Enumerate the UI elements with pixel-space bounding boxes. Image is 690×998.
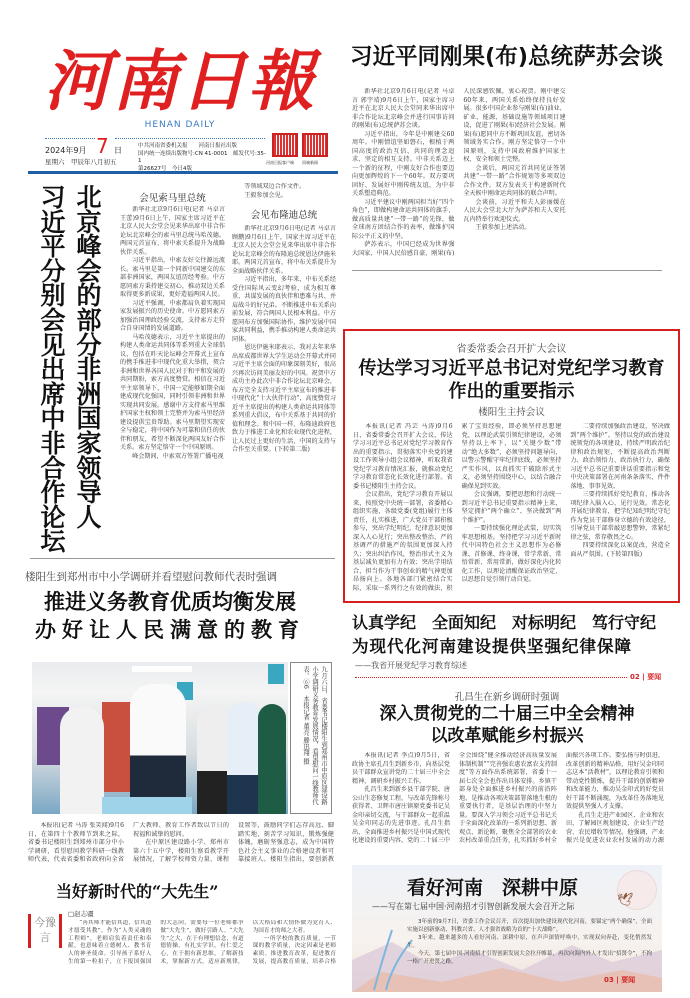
article-standing [353, 423, 670, 593]
page-number: 02 [630, 673, 640, 681]
photo-school-visit[interactable] [32, 662, 288, 814]
headline-line: 深入贯彻党的二十届三中全会精神 [379, 704, 635, 724]
vertical-headline-right[interactable]: 北京峰会的部分非洲国家领导人 [76, 183, 102, 532]
paragraph: 本报讯(记者 冯芸 马涛)9月6日，省委常委会召开扩大会议，传达学习习近平总书记对党纪学习教育作出的重要指示，贯彻落实中央党的建设工作领导小组会议精神，听取我省党纪学习教育情况汇报，就推动党纪学习教育常态化长效化进行部署。省委书记楼阳生主持会议。 [353, 423, 453, 490]
vertical-headline-left[interactable]: 习近平分别会见出席中非合作论坛 [40, 183, 66, 557]
page-number: 03 [604, 976, 614, 984]
headline-standing[interactable] [345, 357, 678, 403]
divider [115, 138, 265, 139]
column-logo-jinyuyan [28, 914, 62, 948]
bird-icon: 🕊 [617, 893, 634, 908]
paragraph: 本报讯(记者 李点)9月5日，省政协主席孔昌生到新乡市，向基层党员干部群众宣讲党的二十届三中全会精神，调研乡村振兴工作。 [352, 752, 450, 785]
paragraph: 习近平指出，中索友好交往源远流长。索马里是第一个同新中国建交的东部非洲国家，两国友谊历经考验。中方愿同索方秉持建交初心，推动双边关系取得更多新成果，更好造福两国人民。 [120, 257, 225, 298]
kicker-kong: 孔昌生在新乡调研时强调 [454, 692, 560, 703]
date-year-month: 2024年9月 [45, 146, 87, 155]
paragraph: 新华社北京9月6日电(记者 马卓言 王蕾)9月6日上午，国家主席习近平在北京人民大会堂会见来华出席中非合作论坛北京峰会的索马里总统马哈茂德。两国元首宣布，将中索关系提升为战略伙伴关系。 [120, 206, 225, 256]
paragraph: 今天，第七届中国·河南招才引智创新发展大会拉开帷幕，再次向海内外人才发出“招贤令”，不拘一格广开进贤之路。 [407, 951, 652, 965]
qr-label-app: 河南日报客户端 [266, 160, 294, 165]
shelf [268, 664, 284, 684]
date-day: 7 [96, 134, 109, 158]
article-kong [352, 752, 664, 846]
publication-info [138, 143, 268, 173]
headline-line: 以改革赋能乡村振兴 [430, 726, 584, 746]
person [130, 684, 186, 814]
page-section: 要闻 [621, 976, 636, 984]
ceiling-light [132, 666, 192, 672]
column-logo-text: 今豫言 [34, 916, 56, 944]
banner-talent-conference[interactable] [352, 865, 662, 992]
commentary-author: □赵志疆 [68, 910, 94, 918]
paragraph: 新华社北京9月6日电(记者 马卓言 郭宇靖)9月6日上午，国家主席习近平在北京人民大会堂同来华出席中非合作论坛北京峰会并进行国事访问的刚果(布)总统萨苏会谈。 [352, 88, 455, 129]
paragraph: 会议指出，党纪学习教育开展以来，按照党中央统一部署，省委精心组织实施，各级党委(党组)履行主体责任，扎实推进，广大党员干部积极参与，突出学纪明纪，纪律意识更加深入人心见行；突出整改整治，严的基调严的措施严的氛围更加深入持久；突出纠治作风，整治形式主义为基层减负更加有力有效；突出学用结合，担当作为干事创业的精气神更加昂扬向上。各地各部门紧密结合实际，采取一系列行之有效的做法，积累了宝贵经验，即必须坚持思想建党，以理论武装引领纪律建设，必须坚持以上率下，以“关键少数”带动“绝大多数”，必须坚持问题导向，以警示警醒守牢纪律底线，必须坚持严实作风，以真抓实干破除形式主义，必须坚持围绕中心，以结合融合确保见到实效。 [353, 423, 562, 592]
qr-label-news: 顶端新闻 [302, 160, 318, 165]
paragraph: 恩达伊施米耶表示，我对去年来华出席成都世界大学生运动会开幕式并同习近平主席会面的印象深刻美好，很高兴再次访问美丽友好的中国。祝贺中方成功主办此次中非合作论坛北京峰会，布方完全支持习近平主席宣布的推进非中现代化“十大伙伴行动”，高度赞赏习近平主席提出的构建人类命运共同体等系列重大倡议，布中关系基于共同的价值和理念。和中国一样，布隆迪政府也致力于推进工业化和农业现代化进程，让人民过上更好的生活，中国的支持与合作至关重要。(下转第二版) [232, 344, 336, 453]
issn: 国内统一连续出版物号:CN 41-0001 邮发代号:35-1 [138, 150, 266, 164]
paragraph: 会议强调，要把思想和行动统一到习近平总书记重要指示精神上来，坚定拥护“两个确立”、坚决做到“两个维护”。 [461, 491, 562, 524]
kicker-education: 楼阳生到郑州市中小学调研并看望慰问教师代表时强调 [25, 571, 277, 583]
divider [352, 270, 662, 271]
banner-body [407, 918, 652, 968]
paragraph: 峰会期间，中索双方签署广播电视 [132, 452, 224, 460]
kicker-standing: 省委常委会召开扩大会议 [456, 344, 567, 355]
headline-somalia[interactable]: 会见索马里总统 [139, 193, 206, 204]
paragraph: 习近平建议中刚两国担当好“四个角色”，即做构建命运共同体的旗手，做高质量共建“一带一路”的先锋，做全球南方团结合作的表率，做维护国际公平正义的中坚。 [352, 198, 455, 240]
subtitle-standing: 楼阳生主持会议 [478, 407, 545, 418]
article-commentary [68, 920, 336, 972]
paragraph: 习近平指出，今年是中刚建交60周年。中刚情谊坚如磐石，根植于两国高度的政治互信、共同的理念追求、坚定的相互支持。中非关系迈上一个新的征程，中刚友好合作也要迈向更加辉煌的下一个60年。双方要巩固好、发展好中刚传统友谊，为中非关系塑造典范。 [352, 130, 455, 197]
paragraph: 孔昌生来到新乡县干部学院、唐公山生态修复工程，与改革先锋称号获得者、卫辉市唐庄镇原党委书记吴金印亲切交流，与干部群众一起重温吴金印同志的先进事迹。孔昌生指出，全面推进乡村振兴是中国式现代化建设的重要内容，党的二十届三中全会围绕“健全推动经济高质量发展体制机制”“完善强农惠农富农支持制度”等方面作出系统部署，省委十一届七次全会也作出具体安排。乡镇干部身处全面推进乡村振兴的前沿阵地，是推动各项决策部署落地生根的重要执行者，是基层治理的中坚力量。要深入学习领会习近平总书记关于全面深化改革的一系列新思想、新观点、新论断，聚焦全会部署的农业农村改革重点任务，扎实抓好乡村全面振兴各项工作。要弘扬与时俱进、改革创新的精神品格，用好吴金印同志这本“活教材”，以理论教育引领和带动党性锻炼，提升干部的创新精神和改革能力，推动吴金印式的好党员好干部不断涌现，为改革任务落地见效提供坚强人才支撑。 [352, 752, 664, 844]
headline-discipline-2[interactable]: 为现代化河南建设提供坚强纪律保障 [352, 637, 632, 656]
article-sassou [352, 88, 677, 266]
photo-caption: 九月六日，省委书记楼阳生到郑州市中原区建设路小学调研义务教育发展情况，看望慰问一线教师代表。⑥6 本报记者 董亮 滕迅翔 摄 [290, 662, 332, 814]
paragraph: “善其师才能信其道，信其道才愿受其教”。作为“人类灵魂的工程师”，老师肩负着责任和奉献，也意味着立德树人、教书育人的神圣使命。引导孩子系好人生的第一粒扣子，立下报国强国的大志向，需要每一位老师都争做“大先生”，做好引路人。“大先生”之大，在于有理想信念，有道德情操，有扎实学识，有仁爱之心，在于拥有新思维，了解新技术，掌握新方式，适应新规律，以大格局和大情怀做为党育人、为国育才的师之大者。 [68, 920, 336, 965]
person [197, 707, 231, 814]
student [227, 702, 261, 814]
paragraph: 王毅参加上述活动。 [475, 224, 531, 231]
divider [355, 677, 627, 678]
masthead-logo: 河南日報 [44, 42, 316, 120]
paragraph: 一要持续强化理论武装，切实筑牢思想根基。坚持把学习习近平新时代中国特色社会主义思想作为必修课、首修课、终身课，常学常新、常悟常新、常用常新，做好深化内化转化工作，以理论清醒保证政治坚定，以思想自觉引领行动自觉。 [461, 525, 562, 583]
page-section: 要闻 [647, 673, 662, 681]
person [258, 704, 286, 814]
masthead-english: HENAN DAILY [144, 120, 216, 130]
article-somalia [120, 206, 225, 554]
paragraph: 三要持续抓好党纪教育，推动各项纪律入脑入心、见行见效。常态化开展纪律教育，把学纪知纪明纪守纪作为党员干部修身立德的有效途径，引导党员干部常敲思想警钟，常紧纪律之弦，常存敬畏之心。 [570, 491, 670, 541]
article-education [28, 822, 334, 868]
headline-kong[interactable] [352, 703, 662, 747]
paragraph: 新华社北京9月6日电(记者 马卓言 顾鹏)9月6日上午，国家主席习近平在北京人民大会堂会见来华出席中非合作论坛北京峰会的布隆迪总统恩达伊施米耶。两国元首宣布，将中布关系提升为全面战略伙伴关系。 [232, 225, 336, 275]
page-ref-02[interactable]: 02 | 要闻 [630, 673, 662, 681]
paragraph: 等领域双边合作文件。 [244, 183, 306, 190]
banner-subtitle: ——写在第七届中国·河南招才引智创新发展大会召开之际 [372, 902, 575, 911]
paragraph: 3年来，越来越多的人看好河南、深耕中原，在声声深情呼唤中，实现双向奔赴，变化悄然发生。 [407, 935, 652, 949]
paragraph: 习近平指出，多年来，中布关系经受住国际风云变幻考验，成为相互尊重、共谋发展的真伙伴和患难与共、并肩战斗的好兄弟。不断推进中布关系向前发展，符合两国人民根本利益。中方愿同布方加强国际协作，维护发展中国家共同利益，携手推动构建人类命运共同体。 [232, 276, 336, 343]
headline-commentary[interactable]: 当好新时代的“大先生” [56, 882, 219, 901]
headline-line: 办好让人民满意的教育 [35, 617, 305, 642]
paragraph: 习近平强调，中索都肩负着实现国家发展振兴的历史使命。中方愿同索方加强治国理政经验交流，支持索方走符合自身国情的发展道路。 [120, 299, 225, 332]
paragraph: 会谈前，习近平和夫人彭丽媛在人民大会堂北大厅为萨苏和夫人安托瓦内特举行欢迎仪式。 [463, 198, 566, 223]
standing-committee-box [343, 329, 680, 603]
masthead-rule [28, 171, 338, 174]
divider [45, 138, 95, 139]
divider [30, 558, 335, 559]
person [60, 707, 104, 814]
headline-discipline-1[interactable]: 认真学纪 全面知纪 对标明纪 笃行守纪 [352, 613, 657, 632]
paragraph: 马哈茂德表示，习近平主席提出的构建人类命运共同体等系列重大全球倡议，包括在昨天论坛峰会开幕式上宣布的携手推进非中现代化重大举措，契合非洲和世界各国人民对于和平和发展的共同期盼，索方高度赞赏。相信在习近平主席领导下，中国一定能够如期全面建成现代化强国，同时引领非洲和世界实现共同发展。感谢中方支持索马里维护国家主权和领土完整并为索马里经济建设提供宝贵帮助。索马里期望实现安全与稳定，将中国作为可靠和信任的伙伴和朋友，希望不断深化两国友好合作关系。索方坚定恪守一个中国原则。 [120, 333, 225, 451]
door [102, 702, 132, 792]
headline-sassou[interactable]: 习近平同刚果(布)总统萨苏会谈 [350, 44, 664, 70]
headline-line: 作出的重要指示 [448, 381, 575, 402]
date-day-suffix: 日 [114, 146, 122, 155]
paragraph: 一所学校的教育质量，一节课的教学质量，决定因素是老师素质。推进教育改革，促进教育发展，提高教育质量，培养合格 [252, 935, 336, 965]
paragraph: 萨苏表示，中国已经成为世界强大国家，中国人民倍感自豪，刚果(布)人民深感钦佩，衷心祝贺。刚中建交60年来，两国关系始终保持良好发展。很多中国企业参与刚果(布)油业、矿业、能源、基础设施等领域项目建设，促进了刚果(布)经济社会发展。刚果(布)愿同中方不断巩固友谊，密切各领域务实合作。刚方坚定恪守一个中国原则，支持中国政府维护国家主权、安全和领土完整。 [352, 88, 566, 257]
paragraph: 在中原区建设路小学、郑州市第六十五中学，楼阳生察看教学开展情况，了解学校师资力量、课程设置等，鼓励同学们志存高远、脚踏实地，刻苦学习知识，锻炼强健体魄，磨砺坚强意志，成为中国特色社会主义事业的合格建设者和可靠接班人。楼阳生指出，要创新教 [133, 822, 334, 863]
issue-number: 第26627号 今日4版 [138, 165, 192, 172]
page-ref-03[interactable]: 03 | 要闻 [604, 976, 636, 984]
headline-line: 推进义务教育优质均衡发展 [44, 589, 296, 614]
headline-education[interactable] [25, 588, 315, 644]
box [102, 797, 192, 814]
paragraph: 3年前的9月7日，省委工作会议召开，首次提出加快建设现代化河南，要锚定“两个确保”，全面实施以创新驱动、科教兴省、人才强省战略为首的“十大战略”。 [407, 919, 652, 933]
publisher: 中共河南省委机关报 河南日报社出版 [138, 143, 238, 149]
paragraph: 二要持续加强政治建设，坚决做到“两个维护”。坚持以党的政治建设统领党的各项建设，持续严明政治纪律和政治规矩，不断提高政治判断力、政治领悟力、政治执行力，确保习近平总书记重要讲话重要指示和党中央决策部署在河南条条落实、件件落地、事事见效。 [570, 423, 670, 490]
qr-code-app-icon[interactable] [272, 133, 298, 157]
paragraph: 会谈后，两国元首共同见证签署共建“一带一路”合作规划等多项双边合作文件。双方发表关于构建新时代全天候中刚命运共同体的联合声明。 [463, 164, 566, 197]
qr-code-news-icon[interactable] [302, 133, 328, 157]
paragraph: 孔昌生走进产业园区、企业和农田，了解园区规划建设、企业生产经营、农民增收等情况。他强调，产业振兴是促进农业农村发展的动力源 [566, 811, 664, 844]
article-burundi [232, 225, 336, 555]
banner-title: 看好河南 深耕中原 [407, 877, 579, 899]
paragraph: 王毅参加会见。 [244, 191, 287, 199]
headline-burundi[interactable]: 会见布隆迪总统 [250, 210, 318, 221]
paragraph: 本报讯(记者 马涛 张笑闻)9月6日，在第四十个教师节到来之际，省委书记楼阳生到郑州市部分中小学调研，看望慰问教学科研一线教师代表，代表省委和省政府向全省广大教师、教育工作者致以节日的祝福和诚挚的慰问。 [28, 822, 229, 863]
weekday-lunar: 星期六 甲辰年八月初五 [45, 158, 117, 166]
article-somalia-tail [232, 183, 336, 201]
headline-line: 传达学习习近平总书记对党纪学习教育 [358, 358, 665, 379]
subtitle-discipline: ——我省开展党纪学习教育综述 [355, 661, 467, 670]
paragraph: 四要持续深化以案促改，营造全面从严氛围。(下转第四版) [570, 542, 670, 558]
